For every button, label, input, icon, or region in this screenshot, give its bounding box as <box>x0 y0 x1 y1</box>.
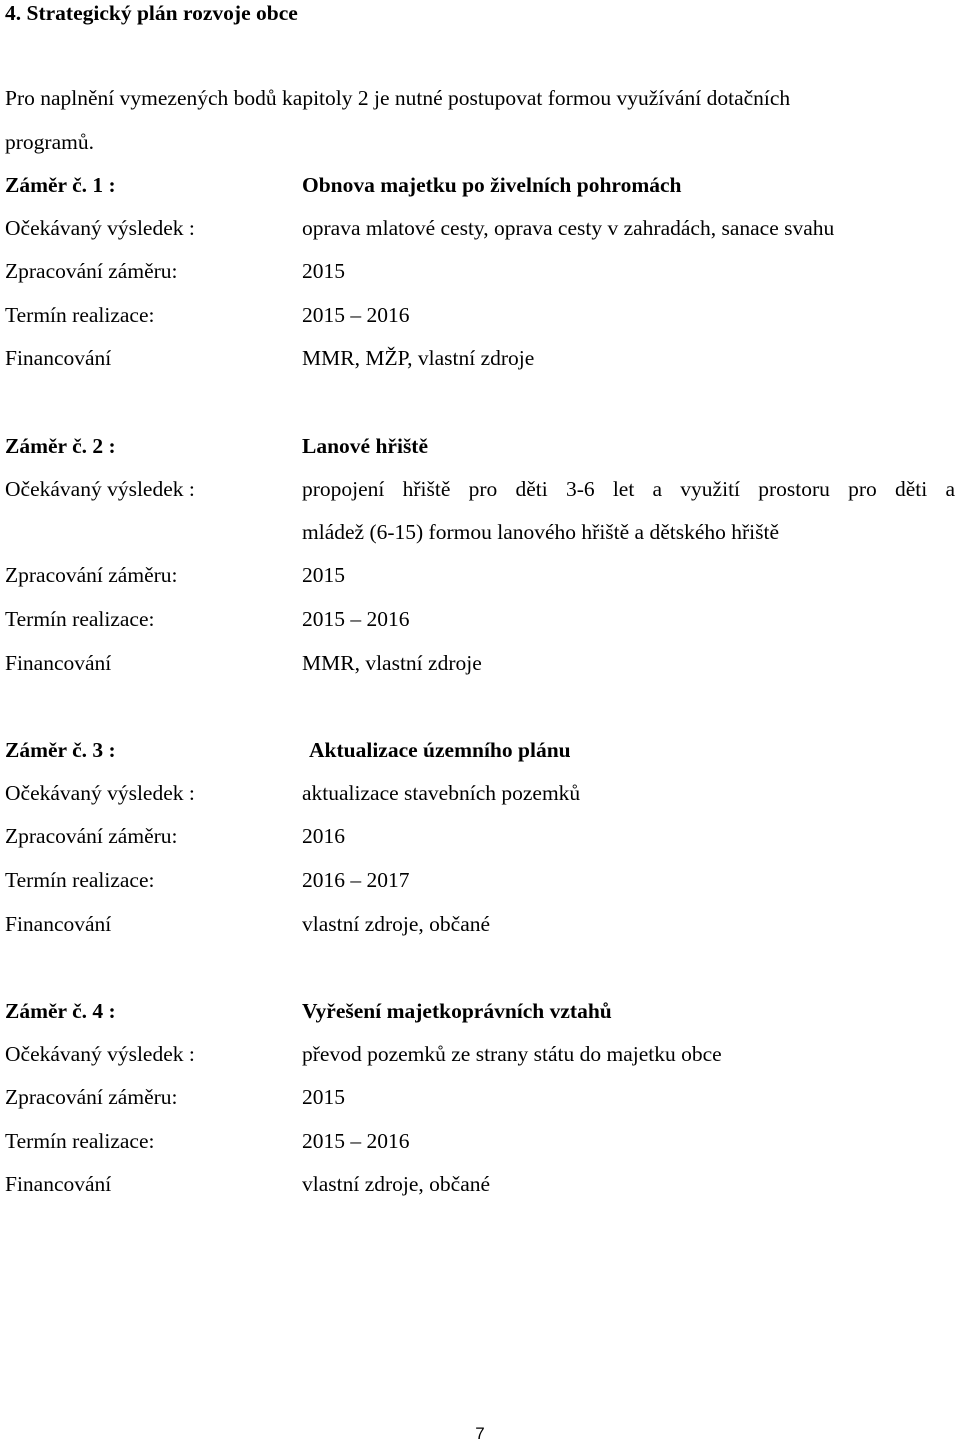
intent-2-funding-label: Financování <box>5 651 112 675</box>
intent-2-expected-label: Očekávaný výsledek : <box>5 477 195 501</box>
intent-3-number: Záměr č. 3 : <box>5 738 116 762</box>
intro-paragraph-line-1: Pro naplnění vymezených bodů kapitoly 2 je nutné postupovat formou využívání dotačních <box>5 86 791 110</box>
intent-1-expected-label: Očekávaný výsledek : <box>5 216 195 240</box>
intent-2-expected-value-line-2: mládež (6-15) formou lanového hřiště a dětského hřiště <box>302 520 780 544</box>
intent-2-term-label: Termín realizace: <box>5 607 155 631</box>
intent-1-funding-label: Financování <box>5 346 112 370</box>
intent-4-title: Vyřešení majetkoprávních vztahů <box>302 999 612 1023</box>
intent-2-funding-value: MMR, vlastní zdroje <box>302 651 482 675</box>
intent-1-expected-value: oprava mlatové cesty, oprava cesty v zahradách, sanace svahu <box>302 216 835 240</box>
intent-1-title: Obnova majetku po živelních pohromách <box>302 173 682 197</box>
section-heading: 4. Strategický plán rozvoje obce <box>5 1 298 25</box>
intent-3-expected-label: Očekávaný výsledek : <box>5 781 195 805</box>
intent-4-expected-label: Očekávaný výsledek : <box>5 1042 195 1066</box>
intent-3-term-label: Termín realizace: <box>5 868 155 892</box>
intent-3-funding-label: Financování <box>5 912 112 936</box>
intent-4-term-label: Termín realizace: <box>5 1129 155 1153</box>
intent-3-expected-value: aktualizace stavebních pozemků <box>302 781 581 805</box>
intent-1-processing-label: Zpracování záměru: <box>5 259 178 283</box>
intent-3-title: Aktualizace územního plánu <box>309 738 571 762</box>
page-number: 7 <box>475 1424 485 1443</box>
intent-3-processing-label: Zpracování záměru: <box>5 824 178 848</box>
intro-paragraph-line-2: programů. <box>5 130 94 154</box>
intent-2-number: Záměr č. 2 : <box>5 434 116 458</box>
intent-2-term-value: 2015 – 2016 <box>302 607 410 631</box>
intent-2-title: Lanové hřiště <box>302 434 429 458</box>
intent-4-processing-label: Zpracování záměru: <box>5 1085 178 1109</box>
intent-1-term-value: 2015 – 2016 <box>302 303 410 327</box>
intent-4-processing-value: 2015 <box>302 1085 345 1109</box>
intent-3-term-value: 2016 – 2017 <box>302 868 410 892</box>
intent-4-funding-value: vlastní zdroje, občané <box>302 1172 491 1196</box>
intent-2-processing-label: Zpracování záměru: <box>5 563 178 587</box>
intent-1-funding-value: MMR, MŽP, vlastní zdroje <box>302 346 535 370</box>
intent-2-processing-value: 2015 <box>302 563 345 587</box>
intent-4-expected-value: převod pozemků ze strany státu do majetku obce <box>302 1042 722 1066</box>
intent-4-term-value: 2015 – 2016 <box>302 1129 410 1153</box>
intent-3-funding-value: vlastní zdroje, občané <box>302 912 491 936</box>
intent-4-funding-label: Financování <box>5 1172 112 1196</box>
intent-1-processing-value: 2015 <box>302 259 345 283</box>
intent-4-number: Záměr č. 4 : <box>5 999 116 1023</box>
intent-1-term-label: Termín realizace: <box>5 303 155 327</box>
intent-3-processing-value: 2016 <box>302 824 345 848</box>
intent-2-expected-value-line-1: propojení hřiště pro děti 3-6 let a využití prostoru pro děti a <box>302 477 955 501</box>
intent-1-number: Záměr č. 1 : <box>5 173 116 197</box>
